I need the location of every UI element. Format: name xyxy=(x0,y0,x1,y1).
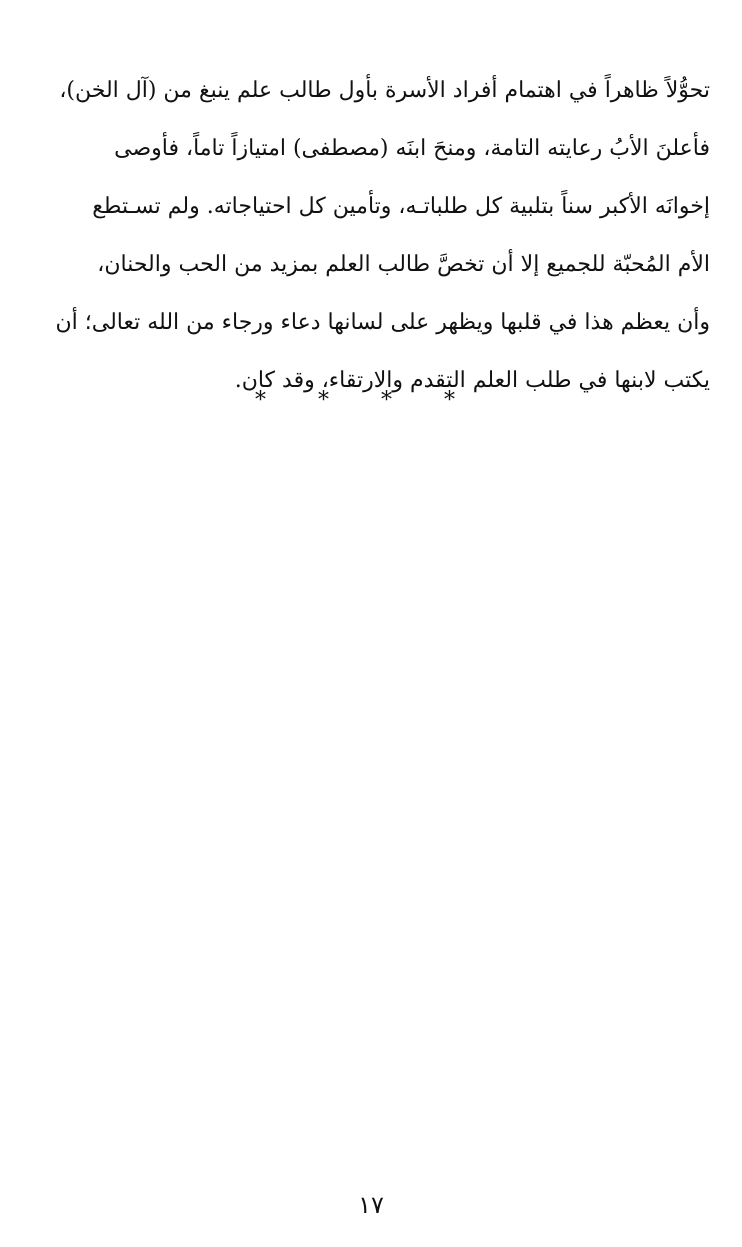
section-separator xyxy=(0,386,742,416)
text-line: الأم المُحبّة للجميع إلا أن تخصَّ طالب العلم بمزيد من الحب والحنان، xyxy=(97,252,710,277)
asterisk-glyph: * xyxy=(381,388,424,413)
page-number: ١٧ xyxy=(358,1191,384,1219)
body-paragraph xyxy=(42,62,710,410)
text-line: تحوُّلاً ظاهراً في اهتمام أفراد الأسرة بأول طالب علم ينبغ من (آل الخن)، xyxy=(59,78,710,103)
text-line: يكتب لابنها في طلب العلم التقدم والارتقاء، وقد كان. xyxy=(234,368,710,393)
text-line: وأن يعظم هذا في قلبها ويظهر على لسانها دعاء ورجاء من الله تعالى؛ أن xyxy=(55,310,710,335)
text-line: إخوانَه الأكبر سناً بتلبية كل طلباتـه، وتأمين كل احتياجاته. ولم تسـتطع xyxy=(92,194,710,219)
asterisk-glyph: * xyxy=(318,388,361,413)
asterisk-glyph: * xyxy=(444,388,487,413)
text-line: فأعلنَ الأبُ رعايته التامة، ومنحَ ابنَه (مصطفى) امتيازاً تاماً، فأوصى xyxy=(114,136,710,161)
asterisk-glyph: * xyxy=(255,388,298,413)
